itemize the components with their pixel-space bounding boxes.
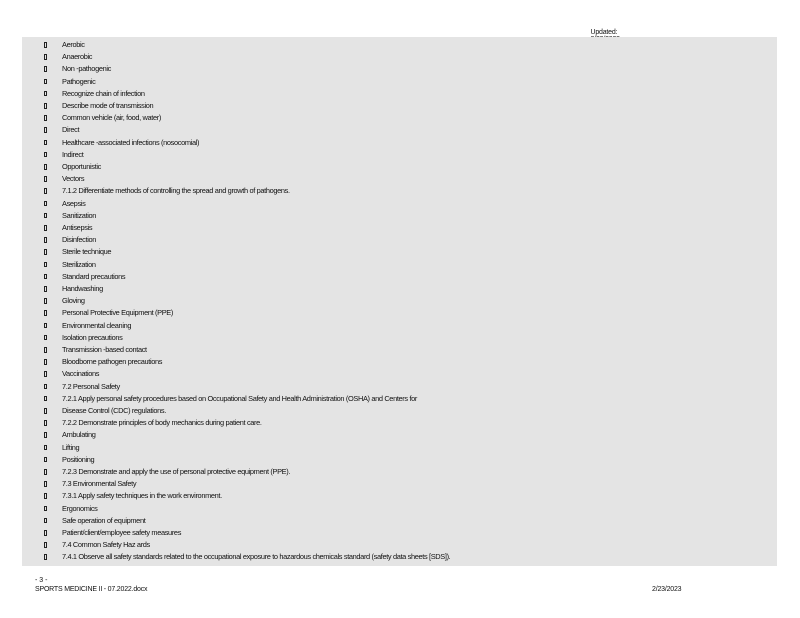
list-item-text: Disease Control (CDC) regulations.	[62, 406, 166, 415]
bullet-icon	[44, 542, 47, 548]
footer-filename: SPORTS MEDICINE II - 07.2022.docx	[35, 586, 148, 593]
list-item-text: Healthcare -associated infections (nosocomial)	[62, 137, 200, 147]
bullet-icon	[44, 115, 47, 121]
list-item-text: 7.3.1 Apply safety techniques in the work environment.	[62, 491, 222, 501]
bullet-icon	[44, 420, 47, 426]
list-item-text: Direct	[62, 125, 80, 135]
bullet-icon	[44, 249, 47, 255]
list-item-text: Vaccinations	[62, 369, 100, 379]
bullet-icon	[44, 164, 47, 170]
list-item-text: Patient/client/employee safety measures	[62, 528, 182, 537]
list-item-text: Antisepsis	[62, 223, 93, 232]
bullet-icon	[44, 310, 47, 316]
bullet-icon	[44, 91, 47, 97]
list-item-text: Vectors	[62, 174, 85, 184]
bullet-icon	[44, 140, 47, 146]
list-item-text: Ambulating	[62, 430, 96, 440]
bullet-icon	[44, 457, 47, 463]
page-number: - 3 -	[35, 577, 48, 584]
list-item-text: Asepsis	[62, 198, 86, 208]
bullet-icon	[44, 493, 47, 499]
bullet-icon	[44, 530, 47, 536]
content-panel	[22, 37, 777, 566]
list-item-text: Handwashing	[62, 284, 103, 293]
bullet-icon	[44, 274, 47, 280]
bullet-icon	[44, 469, 47, 475]
bullet-icon	[44, 445, 47, 451]
bullet-icon	[44, 359, 47, 365]
bullet-icon	[44, 335, 47, 341]
bullet-icon	[44, 554, 47, 560]
list-item-text: Ergonomics	[62, 503, 98, 513]
bullet-icon	[44, 408, 47, 414]
bullet-icon	[44, 42, 47, 48]
bullet-icon	[44, 66, 47, 72]
bullet-icon	[44, 347, 47, 353]
list-item-text: 7.2 Personal Safety	[62, 381, 120, 391]
list-item-text: Anaerobic	[62, 52, 93, 62]
bullet-icon	[44, 432, 47, 438]
list-item-text: Aerobic	[62, 40, 85, 49]
list-item-text: Sterilization	[62, 259, 96, 269]
bullet-icon	[44, 176, 47, 182]
list-item-text: Recognize chain of infection	[62, 88, 145, 98]
list-item-text: Environmental cleaning	[62, 320, 132, 330]
bullet-icon	[44, 127, 47, 133]
list-item-text: Non -pathogenic	[62, 64, 111, 74]
list-item-text: Common vehicle (air, food, water)	[62, 113, 161, 123]
list-item-text: Indirect	[62, 149, 84, 159]
list-item-text: Opportunistic	[62, 162, 101, 171]
list-item-text: Sanitization	[62, 210, 97, 220]
list-item-text: Positioning	[62, 454, 95, 464]
list-item-text: Lifting	[62, 442, 80, 452]
list-item-text: Sterile technique	[62, 247, 112, 257]
bullet-icon	[44, 518, 47, 524]
list-item-text: 7.3 Environmental Safety	[62, 479, 137, 489]
list-item-text: 7.1.2 Differentiate methods of controlling the spread and growth of pathogens.	[62, 186, 290, 196]
list-item-text: 7.2.1 Apply personal safety procedures based on Occupational Safety and Health Administration (OSHA) and Centers for	[62, 393, 418, 403]
list-item-text: 7.4.1 Observe all safety standards related to the occupational exposure to hazardous chemicals standard (safety data sheets [SDS]).	[62, 552, 451, 562]
bullet-icon	[44, 237, 47, 243]
bullet-icon	[44, 371, 47, 377]
list-item-text: Personal Protective Equipment (PPE)	[62, 308, 173, 318]
bullet-icon	[44, 54, 47, 60]
list-item-text: Isolation precautions	[62, 332, 123, 342]
list-item-text: Disinfection	[62, 235, 97, 245]
bullet-icon	[44, 213, 47, 219]
bullet-icon	[44, 262, 47, 268]
list-item-text: Safe operation of equipment	[62, 515, 146, 525]
list-item-text: Transmission -based contact	[62, 345, 147, 354]
bullet-icon	[44, 286, 47, 292]
list-item-text: 7.4 Common Safety Haz ards	[62, 540, 150, 550]
bullet-icon	[44, 481, 47, 487]
list-item-text: Pathogenic	[62, 76, 96, 86]
footer-date: 2/23/2023	[652, 586, 682, 593]
bullet-icon	[44, 103, 47, 109]
list-item-text: Gloving	[62, 296, 85, 306]
bullet-icon	[44, 298, 47, 304]
updated-label: Updated:	[590, 29, 618, 36]
bullet-icon	[44, 152, 47, 158]
bullet-icon	[44, 323, 47, 329]
list-item-text: Bloodborne pathogen precautions	[62, 357, 163, 367]
list-item-text: 7.2.2 Demonstrate principles of body mechanics during patient care.	[62, 418, 262, 428]
bullet-icon	[44, 396, 47, 402]
list-item-text: 7.2.3 Demonstrate and apply the use of personal protective equipment (PPE).	[62, 467, 291, 476]
bullet-icon	[44, 384, 47, 390]
list-item-text: Standard precautions	[62, 271, 126, 281]
bullet-icon	[44, 225, 47, 231]
bullet-icon	[44, 201, 47, 207]
bullet-icon	[44, 79, 47, 85]
list-item-text: Describe mode of transmission	[62, 101, 154, 110]
bullet-icon	[44, 506, 47, 512]
bullet-icon	[44, 188, 47, 194]
